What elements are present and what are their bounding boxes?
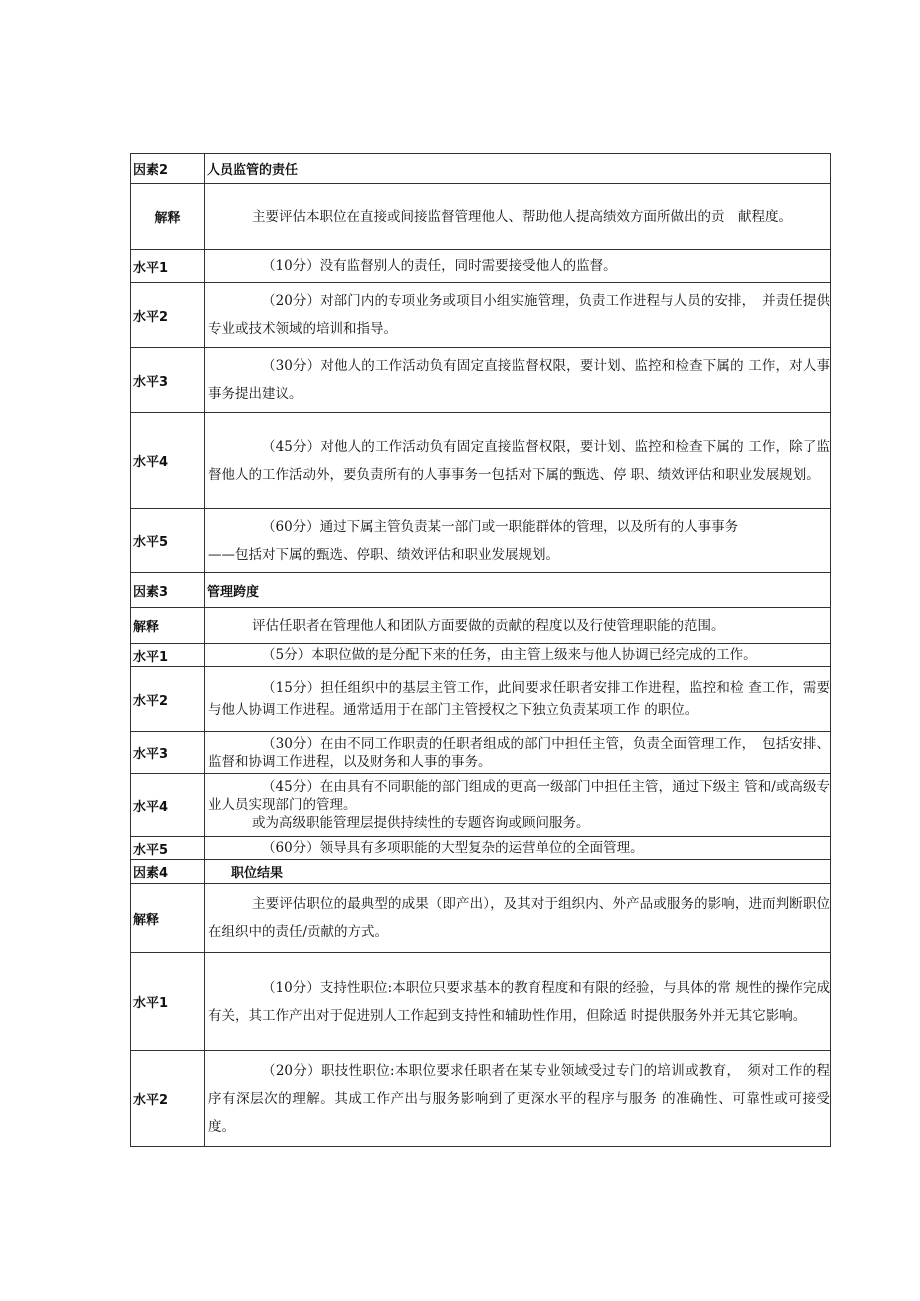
level-label: 水平4 [131, 774, 205, 837]
document-page [130, 153, 831, 1147]
level-row [131, 837, 831, 860]
level-row [131, 283, 831, 348]
factor-label: 因素4 [131, 860, 205, 884]
factor-header-row [131, 860, 831, 884]
level-row [131, 732, 831, 774]
explain-label: 解释 [131, 184, 205, 250]
level-text: （30分）对他人的工作活动负有固定直接监督权限，要计划、监控和检查下属的 工作，对人事事务提出建议。 [205, 348, 831, 413]
level-label: 水平4 [131, 413, 205, 509]
explain-row [131, 184, 831, 250]
level-text: （5分）本职位做的是分配下来的任务，由主管上级来与他人协调已经完成的工作。 [205, 644, 831, 667]
level-label: 水平3 [131, 732, 205, 774]
level-text: （30分）在由不同工作职责的任职者组成的部门中担任主管，负责全面管理工作， 包括安排、监督和协调工作进程，以及财务和人事的事务。 [205, 732, 831, 774]
level-text: （60分）领导具有多项职能的大型复杂的运营单位的全面管理。 [205, 837, 831, 860]
level-label: 水平2 [131, 667, 205, 732]
level-row [131, 413, 831, 509]
factor-title: 职位结果 [205, 860, 831, 884]
level-text: （15分）担任组织中的基层主管工作，此间要求任职者安排工作进程，监控和检 查工作，需要与他人协调工作进程。通常适用于在部门主管授权之下独立负责某项工作 的职位。 [205, 667, 831, 732]
level-label: 水平5 [131, 509, 205, 573]
evaluation-table [130, 153, 831, 1147]
level-row [131, 509, 831, 573]
factor-title: 管理跨度 [205, 573, 831, 608]
factor-header-row [131, 154, 831, 184]
level-row [131, 667, 831, 732]
level-text: （20分）职技性职位:本职位要求任职者在某专业领域受过专门的培训或教育， 须对工作的程序有深层次的理解。其成工作产出与服务影响到了更深水平的程序与服务 的准确性、可靠性或可接受度。 [205, 1051, 831, 1147]
explain-row [131, 608, 831, 644]
factor-label: 因素3 [131, 573, 205, 608]
level-row [131, 1051, 831, 1147]
explain-row [131, 884, 831, 953]
level-row [131, 774, 831, 837]
level-text: （60分）通过下属主管负责某一部门或一职能群体的管理，以及所有的人事事务 ——包括对下属的甄选、停职、绩效评估和职业发展规划。 [205, 509, 831, 573]
factor-title: 人员监管的责任 [205, 154, 831, 184]
level-label: 水平1 [131, 250, 205, 283]
level-label: 水平1 [131, 644, 205, 667]
factor-label: 因素2 [131, 154, 205, 184]
level-text: （10分）支持性职位:本职位只要求基本的教育程度和有限的经验，与具体的常 规性的操作完成有关，其工作产出对于促进别人工作起到支持性和辅助性作用，但除适 时提供服务外并无其它影响。 [205, 953, 831, 1051]
level-text: （20分）对部门内的专项业务或项目小组实施管理，负责工作进程与人员的安排， 并责任提供专业或技术领域的培训和指导。 [205, 283, 831, 348]
factor-header-row [131, 573, 831, 608]
explain-text: 评估任职者在管理他人和团队方面要做的贡献的程度以及行使管理职能的范围。 [205, 608, 831, 644]
level-label: 水平1 [131, 953, 205, 1051]
level-text: （45分）对他人的工作活动负有固定直接监督权限，要计划、监控和检查下属的 工作，除了监督他人的工作活动外，要负责所有的人事事务一包括对下属的甄选、停 职、绩效评估和职业发展规划。 [205, 413, 831, 509]
level-label: 水平3 [131, 348, 205, 413]
level-row [131, 348, 831, 413]
explain-text: 主要评估职位的最典型的成果（即产出），及其对于组织内、外产品或服务的影响，进而判断职位在组织中的责任/贡献的方式。 [205, 884, 831, 953]
level-row [131, 953, 831, 1051]
level-text: （45分）在由具有不同职能的部门组成的更高一级部门中担任主管，通过下级主 管和/或高级专业人员实现部门的管理。 或为高级职能管理层提供持续性的专题咨询或顾问服务。 [205, 774, 831, 837]
level-row [131, 644, 831, 667]
level-label: 水平2 [131, 1051, 205, 1147]
level-text: （10分）没有监督别人的责任，同时需要接受他人的监督。 [205, 250, 831, 283]
explain-label: 解释 [131, 884, 205, 953]
level-row [131, 250, 831, 283]
explain-label: 解释 [131, 608, 205, 644]
level-label: 水平2 [131, 283, 205, 348]
level-label: 水平5 [131, 837, 205, 860]
explain-text: 主要评估本职位在直接或间接监督管理他人、帮助他人提高绩效方面所做出的贡 献程度。 [205, 184, 831, 250]
